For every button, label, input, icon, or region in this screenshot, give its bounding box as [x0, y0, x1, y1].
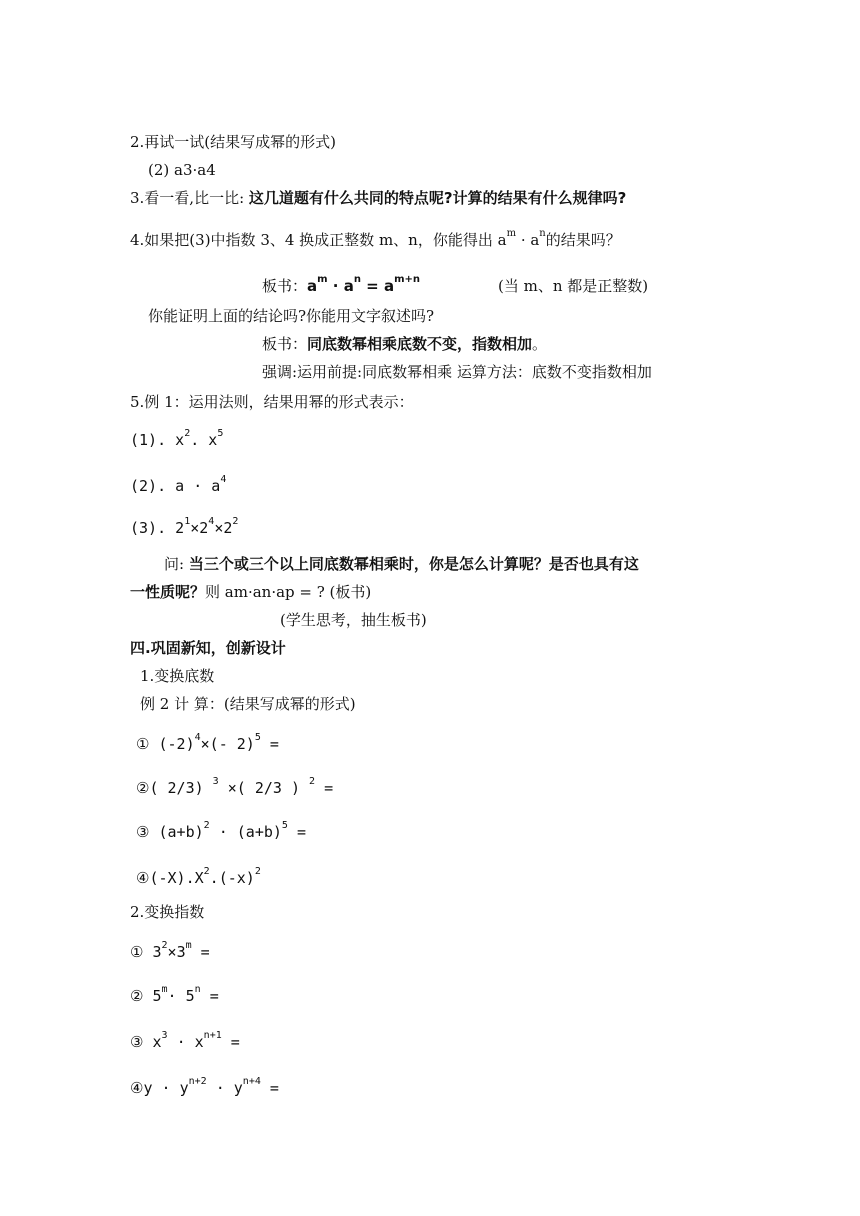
- c1-exp-1: 4: [194, 732, 201, 743]
- example-2-item-4: [136, 868, 261, 891]
- d2-exp-2: n: [194, 984, 201, 995]
- example-2-item-2: [136, 778, 333, 801]
- c2-exp-1: 3: [212, 776, 219, 787]
- e3-exp-1: 1: [184, 516, 191, 527]
- item-4-exp-n: n: [539, 228, 546, 239]
- d1-eq: =: [191, 943, 210, 961]
- question-text-1: 当三个或三个以上同底数幂相乘时，你是怎么计算呢？是否也具有这: [188, 555, 639, 573]
- exponent-item-1: [130, 942, 210, 965]
- c1-base: ① (-2): [136, 735, 195, 753]
- board-label: 板书：: [262, 277, 308, 295]
- exponent-item-2: [130, 986, 219, 1009]
- c3-base: ③ (a+b): [136, 823, 204, 841]
- subsection-2-heading: 2.变换指数: [130, 903, 205, 921]
- c2-mid: ×( 2/3 ): [218, 779, 310, 797]
- e1-exp-2: 5: [217, 428, 224, 439]
- d2-eq: =: [200, 987, 219, 1005]
- c4-exp-2: 2: [254, 866, 261, 877]
- item-2-heading: 2.再试一试(结果写成幂的形式): [130, 133, 337, 151]
- formula-condition: (当 m、n 都是正整数): [498, 277, 649, 295]
- formula-equals: = a: [360, 277, 395, 295]
- question-label: 问:: [164, 555, 189, 573]
- e1-base: (1). x: [130, 431, 185, 449]
- d4-eq: =: [260, 1079, 279, 1097]
- example-1-item-3: [130, 518, 238, 541]
- emphasis-line: 强调:运用前提:同底数幂相乘 运算方法：底数不变指数相加: [262, 363, 652, 381]
- board-rule-text: 同底数幂相乘底数不变，指数相加: [307, 335, 533, 353]
- example-1-heading: 5.例 1：运用法则，结果用幂的形式表示：: [130, 393, 414, 411]
- board-rule-period: 。: [532, 335, 548, 353]
- formula-base-a: a: [307, 277, 318, 295]
- e3-mid-1: ×2: [190, 519, 209, 537]
- c1-exp-2: 5: [254, 732, 261, 743]
- e1-exp-1: 2: [184, 428, 191, 439]
- c4-base: ④(-X).X: [136, 869, 204, 887]
- student-think-note: (学生思考，抽生板书): [280, 611, 427, 629]
- d2-exp-1: m: [161, 984, 168, 995]
- d4-exp-1: n+2: [188, 1076, 207, 1087]
- d1-mid: ×3: [167, 943, 186, 961]
- exponent-item-3: [130, 1032, 240, 1055]
- d1-base: ① 3: [130, 943, 162, 961]
- question-line-2: [130, 582, 371, 602]
- c3-exp-1: 2: [203, 820, 210, 831]
- c3-eq: =: [287, 823, 307, 841]
- d1-exp-2: m: [185, 940, 192, 951]
- formula-exp-n: n: [353, 274, 361, 285]
- formula-exp-mn: m+n: [394, 274, 421, 285]
- d2-base: ② 5: [130, 987, 162, 1005]
- item-4-dot: · a: [516, 231, 540, 249]
- example-2-item-1: [136, 734, 279, 757]
- c3-exp-2: 5: [281, 820, 288, 831]
- example-1-item-1: [130, 430, 223, 453]
- d3-mid: · x: [167, 1033, 204, 1051]
- item-3-label: 3.看一看,比一比:: [130, 189, 249, 207]
- c1-mid: ×(- 2): [200, 735, 255, 753]
- d3-base: ③ x: [130, 1033, 162, 1051]
- d4-exp-2: n+4: [242, 1076, 261, 1087]
- question-formula: 则 am·an·ap = ? (板书): [205, 583, 372, 601]
- e3-exp-3: 2: [232, 516, 239, 527]
- board-rule-label: 板书：: [262, 335, 308, 353]
- d4-base: ④y · y: [130, 1079, 189, 1097]
- example-1-item-2: [130, 476, 226, 499]
- d1-exp-1: 2: [161, 940, 168, 951]
- exponent-item-4: [130, 1078, 279, 1101]
- item-2-expression: (2) a3·a4: [148, 161, 216, 179]
- d3-exp-1: 3: [161, 1030, 168, 1041]
- c2-eq: =: [315, 779, 334, 797]
- prove-question: 你能证明上面的结论吗?你能用文字叙述吗?: [148, 307, 435, 325]
- d4-mid: · y: [206, 1079, 243, 1097]
- item-4-text: 4.如果把(3)中指数 3、4 换成正整数 m、n，你能得出 a: [130, 231, 507, 249]
- e2-base: (2). a · a: [130, 477, 221, 495]
- e3-mid-2: ×2: [214, 519, 233, 537]
- section-4-heading: 四.巩固新知，创新设计: [130, 639, 286, 657]
- board-formula: [262, 276, 420, 299]
- item-4-exp-m: m: [506, 228, 517, 239]
- e3-exp-2: 4: [208, 516, 215, 527]
- d3-exp-2: n+1: [203, 1030, 222, 1041]
- c3-mid: · (a+b): [209, 823, 282, 841]
- c4-mid: .(-x): [209, 869, 255, 887]
- d3-eq: =: [221, 1033, 240, 1051]
- e1-mid: . x: [190, 431, 218, 449]
- formula-exp-m: m: [317, 274, 328, 285]
- item-4-tail: 的结果吗？: [545, 231, 621, 249]
- item-4-line: [130, 230, 621, 253]
- d2-mid: · 5: [167, 987, 195, 1005]
- item-3-line: [130, 188, 626, 208]
- example-2-item-3: [136, 822, 306, 845]
- question-text-2: 一性质呢？: [130, 583, 206, 601]
- c2-base: ②( 2/3): [136, 779, 213, 797]
- c2-exp-2: 2: [309, 776, 316, 787]
- example-2-heading: 例 2 计 算：(结果写成幂的形式): [140, 695, 356, 713]
- e3-base: (3). 2: [130, 519, 185, 537]
- item-3-question: 这几道题有什么共同的特点呢?计算的结果有什么规律吗?: [248, 189, 627, 207]
- subsection-1-heading: 1.变换底数: [140, 667, 215, 685]
- c1-eq: =: [260, 735, 279, 753]
- e2-exp: 4: [220, 474, 227, 485]
- board-rule: [262, 334, 547, 354]
- c4-exp-1: 2: [203, 866, 210, 877]
- question-line-1: [164, 554, 639, 574]
- formula-dot: · a: [327, 277, 354, 295]
